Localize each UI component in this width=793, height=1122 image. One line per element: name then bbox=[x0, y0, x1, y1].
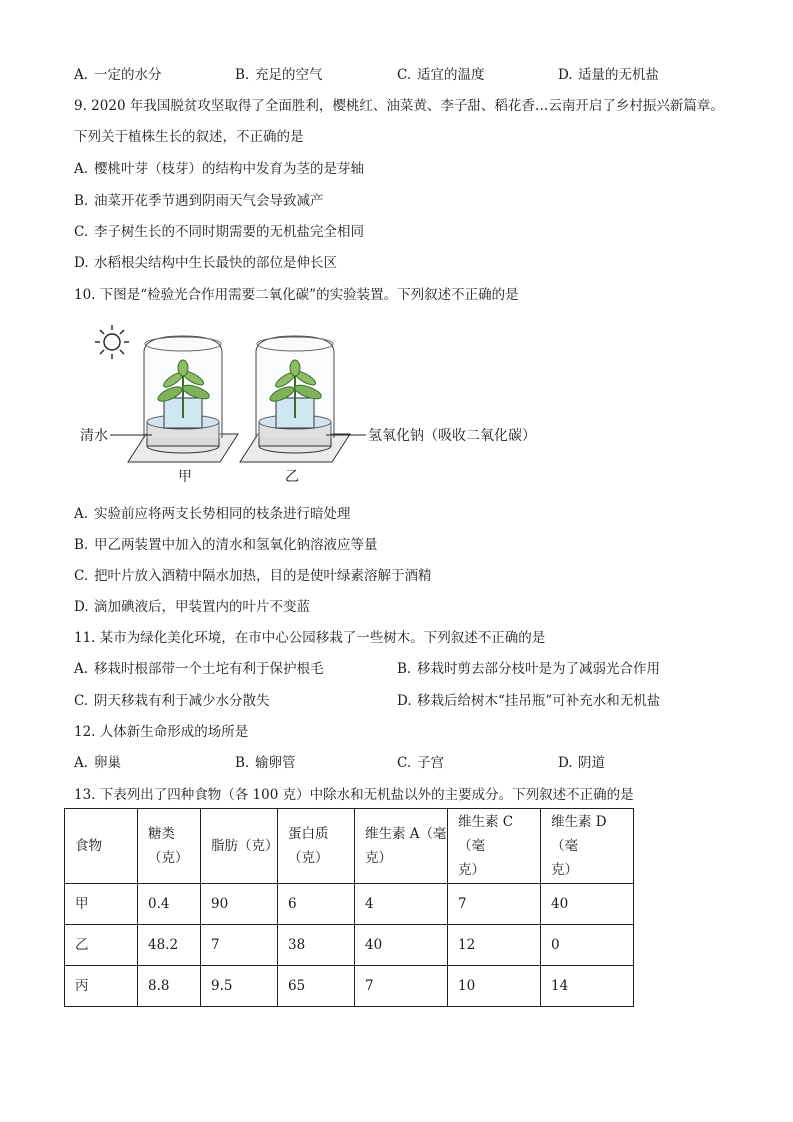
q9-option-b: B. 油菜开花季节遇到阴雨天气会导致减产 bbox=[74, 193, 324, 209]
q12-option-c: C. 子宫 bbox=[397, 755, 444, 771]
q11-option-c: C. 阴天移栽有利于减少水分散失 bbox=[74, 693, 270, 709]
q9-option-d: D. 水稻根尖结构中生长最快的部位是伸长区 bbox=[74, 255, 337, 271]
header-vitamin-c: 维生素 C（毫 克） bbox=[448, 809, 541, 884]
cell: 6 bbox=[278, 884, 355, 925]
table-row bbox=[65, 925, 634, 966]
cell: 12 bbox=[448, 925, 541, 966]
q9-stem-line1: 9. 2020 年我国脱贫攻坚取得了全面胜利，樱桃红、油菜黄、李子甜、稻花香…云南开启了乡村振兴新篇章。 bbox=[74, 98, 724, 114]
experiment-figure bbox=[80, 322, 550, 487]
cell: 90 bbox=[201, 884, 278, 925]
apparatus-yi bbox=[240, 336, 350, 462]
q9-option-a: A. 樱桃叶芽（枝芽）的结构中发育为茎的是芽轴 bbox=[74, 161, 364, 177]
q8-option-c: C. 适宜的温度 bbox=[397, 67, 485, 83]
cell: 丙 bbox=[65, 966, 138, 1007]
q11-option-d: D. 移栽后给树木“挂吊瓶”可补充水和无机盐 bbox=[397, 693, 661, 709]
cell: 乙 bbox=[65, 925, 138, 966]
q10-option-c: C. 把叶片放入酒精中隔水加热，目的是使叶绿素溶解于酒精 bbox=[74, 568, 432, 584]
q9-option-c: C. 李子树生长的不同时期需要的无机盐完全相同 bbox=[74, 224, 364, 240]
q13-stem: 13. 下表列出了四种食物（各 100 克）中除水和无机盐以外的主要成分。下列叙述不正确的是 bbox=[74, 787, 634, 803]
q10-option-d: D. 滴加碘液后，甲装置内的叶片不变蓝 bbox=[74, 599, 310, 615]
cell: 7 bbox=[201, 925, 278, 966]
q12-option-b: B. 输卵管 bbox=[235, 755, 296, 771]
header-protein: 蛋白质 （克） bbox=[278, 809, 355, 884]
cell: 4 bbox=[355, 884, 448, 925]
label-jia: 甲 bbox=[178, 469, 192, 485]
header-food: 食物 bbox=[65, 809, 138, 884]
q10-stem: 10. 下图是“检验光合作用需要二氧化碳”的实验装置。下列叙述不正确的是 bbox=[74, 287, 519, 303]
q10-option-a: A. 实验前应将两支长势相同的枝条进行暗处理 bbox=[74, 506, 351, 522]
cell: 0.4 bbox=[138, 884, 201, 925]
cell: 14 bbox=[541, 966, 634, 1007]
cell: 65 bbox=[278, 966, 355, 1007]
q12-option-d: D. 阴道 bbox=[558, 755, 605, 771]
table-row bbox=[65, 884, 634, 925]
q11-stem: 11. 某市为绿化美化环境，在市中心公园移栽了一些树木。下列叙述不正确的是 bbox=[74, 630, 546, 646]
q8-option-a: A. 一定的水分 bbox=[74, 67, 162, 83]
cell: 甲 bbox=[65, 884, 138, 925]
q8-option-b: B. 充足的空气 bbox=[235, 67, 323, 83]
apparatus-jia bbox=[128, 336, 238, 462]
cell: 8.8 bbox=[138, 966, 201, 1007]
cell: 7 bbox=[448, 884, 541, 925]
label-right-liquid: 氢氧化钠（吸收二氧化碳） bbox=[368, 428, 536, 444]
header-vitamin-d: 维生素 D（毫 克） bbox=[541, 809, 634, 884]
cell: 10 bbox=[448, 966, 541, 1007]
q9-stem-line2: 下列关于植株生长的叙述，不正确的是 bbox=[74, 129, 304, 145]
header-sugar: 糖类 （克） bbox=[138, 809, 201, 884]
header-fat: 脂肪（克） bbox=[201, 809, 278, 884]
cell: 38 bbox=[278, 925, 355, 966]
q12-stem: 12. 人体新生命形成的场所是 bbox=[74, 724, 249, 740]
q11-option-b: B. 移栽时剪去部分枝叶是为了减弱光合作用 bbox=[397, 661, 660, 677]
header-vitamin-a: 维生素 A（毫 克） bbox=[355, 809, 448, 884]
table-header-row bbox=[65, 809, 634, 884]
label-left-liquid: 清水 bbox=[80, 428, 108, 444]
sun-icon bbox=[95, 325, 129, 359]
food-nutrient-table bbox=[64, 808, 634, 1007]
q11-option-a: A. 移栽时根部带一个土坨有利于保护根毛 bbox=[74, 661, 324, 677]
label-yi: 乙 bbox=[285, 469, 299, 485]
cell: 0 bbox=[541, 925, 634, 966]
cell: 7 bbox=[355, 966, 448, 1007]
q10-option-b: B. 甲乙两装置中加入的清水和氢氧化钠溶液应等量 bbox=[74, 537, 378, 553]
cell: 48.2 bbox=[138, 925, 201, 966]
cell: 9.5 bbox=[201, 966, 278, 1007]
q12-option-a: A. 卵巢 bbox=[74, 755, 121, 771]
q8-option-d: D. 适量的无机盐 bbox=[558, 67, 659, 83]
cell: 40 bbox=[541, 884, 634, 925]
table-row bbox=[65, 966, 634, 1007]
cell: 40 bbox=[355, 925, 448, 966]
